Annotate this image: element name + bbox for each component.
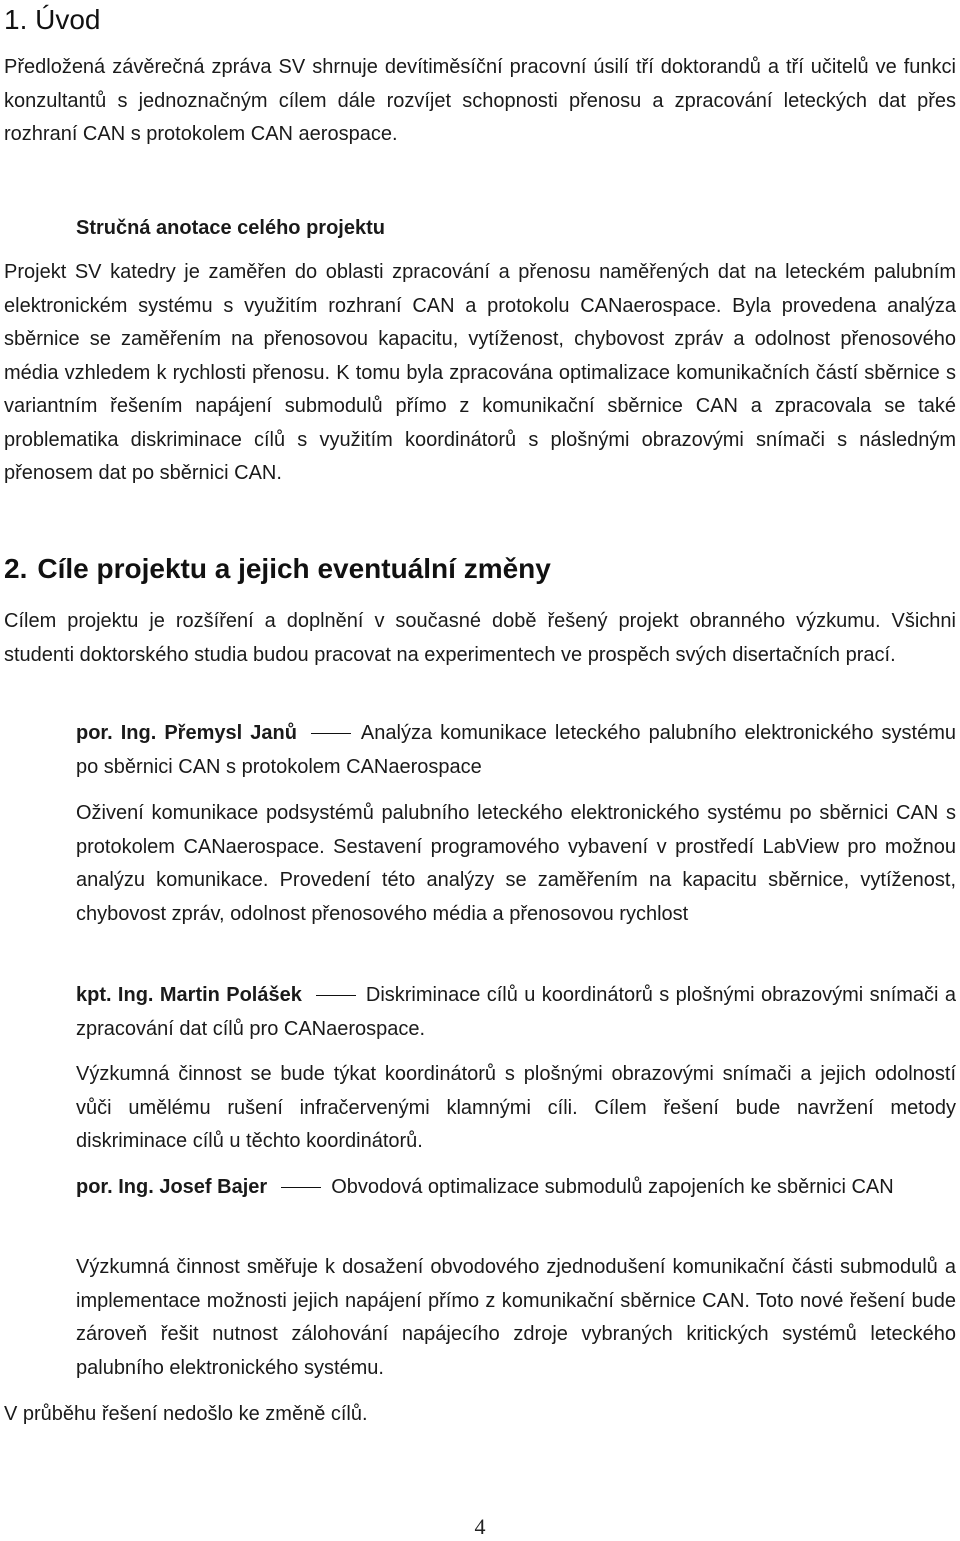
person-name: Josef Bajer <box>159 1176 268 1198</box>
person-entry-janu <box>76 717 956 784</box>
dash-separator <box>311 733 351 735</box>
person-topic: Analýza komunikace leteckého palubního elektronického systému po sběrnici CAN s protokolem CANaerospace <box>76 722 956 778</box>
person-rank: kpt. Ing. <box>76 984 154 1006</box>
person-name: Přemysl Janů <box>164 722 297 744</box>
person-entry-bajer <box>76 1171 956 1205</box>
person-description-janu: Oživení komunikace podsystémů palubního leteckého elektronického systému po sběrnici CAN s protokolem CANaerospace. Sestavení programového vybavení v prostředí LabView pro možnou analýzu komunikace. Provedení této analýzy se zaměřením na kapacitu sběrnice, vytíženost, chybovost zpráv, odolnost přenosového média a přenosovou rychlost <box>76 802 956 925</box>
person-topic: Obvodová optimalizace submodulů zapojeních ke sběrnici CAN <box>331 1176 894 1198</box>
dash-separator <box>316 995 356 997</box>
person-rank: por. Ing. <box>76 722 157 744</box>
person-rank: por. Ing. <box>76 1176 154 1198</box>
person-description-polasek: Výzkumná činnost se bude týkat koordinátorů s plošnými obrazovými snímači a jejich odolností vůči umělému rušení infračervenými klamnými cíli. Cílem řešení bude navržení metody diskriminace cílů u těchto koordinátorů. <box>76 1063 956 1152</box>
section-2-heading <box>4 552 551 586</box>
section-1-heading: 1. Úvod <box>4 4 101 35</box>
page-number: 4 <box>474 1514 486 1539</box>
section-2-number: 2. <box>4 553 28 584</box>
dash-separator <box>281 1187 321 1189</box>
annotation-subheading: Stručná anotace celého projektu <box>76 217 385 239</box>
section-2-title: Cíle projektu a jejich eventuální změny <box>37 553 551 584</box>
closing-sentence: V průběhu řešení nedošlo ke změně cílů. <box>4 1403 368 1425</box>
section-2-intro-paragraph: Cílem projektu je rozšíření a doplnění v současné době řešený projekt obranného výzkumu. Všichni studenti doktorského studia budou pracovat na experimentech ve prospěch svých disertačních prací. <box>4 610 956 666</box>
annotation-paragraph: Projekt SV katedry je zaměřen do oblasti zpracování a přenosu naměřených dat na leteckém palubním elektronickém systému s využitím rozhraní CAN a protokolu CANaerospace. Byla provedena analýza sběrnice se zaměřením na přenosovou kapacitu, vytíženost, chybovost zpráv a odolnost přenosového média vzhledem k rychlosti přenosu. K tomu byla zpracována optimalizace komunikačních částí sběrnice s variantním řešením napájení submodulů přímo z komunikační sběrnice CAN a zpracovala se také problematika diskriminace cílů s využitím koordinátorů s plošnými obrazovými snímači s následným přenosem dat po sběrnici CAN. <box>4 261 956 484</box>
section-1-intro-paragraph: Předložená závěrečná zpráva SV shrnuje devítiměsíční pracovní úsilí tří doktorandů a tří učitelů ve funkci konzultantů s jednoznačným cílem dále rozvíjet schopnosti přenosu a zpracování leteckých dat přes rozhraní CAN s protokolem CAN aerospace. <box>4 56 956 145</box>
person-topic: Diskriminace cílů u koordinátorů s plošnými obrazovými snímači a zpracování dat cílů pro CANaerospace. <box>76 984 956 1040</box>
person-name: Martin Polášek <box>159 984 302 1006</box>
person-entry-polasek <box>76 979 956 1046</box>
person-description-bajer: Výzkumná činnost směřuje k dosažení obvodového zjednodušení komunikační části submodulů a implementace možnosti jejich napájení přímo z komunikační sběrnice CAN. Toto nové řešení bude zároveň řešit nutnost zálohování napájecího zdroje vybraných kritických systémů leteckého palubního elektronického systému. <box>76 1256 956 1379</box>
